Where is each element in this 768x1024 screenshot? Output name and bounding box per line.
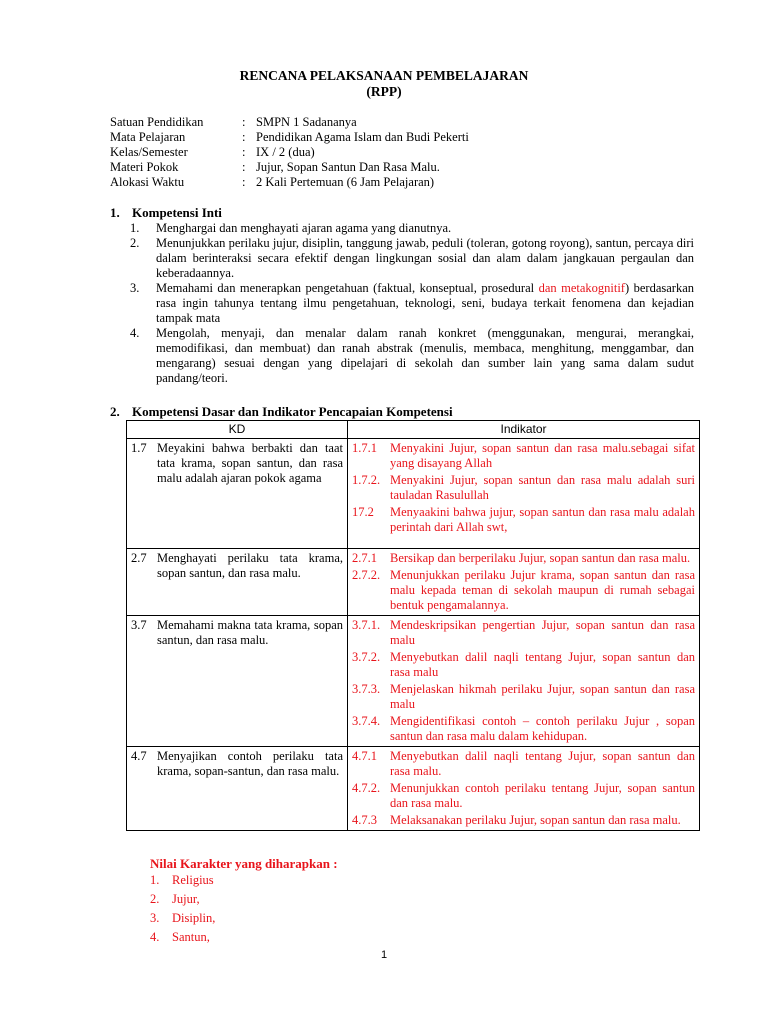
table-row <box>127 439 700 549</box>
identity-label: Mata Pelajaran <box>110 130 186 144</box>
indicator-item <box>352 441 695 471</box>
indicator-number: 1.7.1 <box>352 441 377 455</box>
identity-colon: : <box>242 130 246 144</box>
page-number: 1 <box>380 949 388 961</box>
text-segment: Memahami dan menerapkan pengetahuan (faktual, konseptual, prosedural <box>156 281 539 295</box>
kd-text: Menyajikan contoh perilaku tata krama, sopan-santun, dan rasa malu. <box>157 749 343 778</box>
indicator-text: Menyakini Jujur, sopan santun dan rasa malu.sebagai sifat yang disayang Allah <box>390 441 695 470</box>
identity-row <box>110 130 469 145</box>
indicator-number: 3.7.4. <box>352 714 381 728</box>
identity-colon: : <box>242 160 246 174</box>
indicator-text: Menunjukkan contoh perilaku tentang Jujur, sopan santun dan rasa malu. <box>390 781 695 810</box>
section-number: 2. <box>110 404 120 419</box>
list-item-text: Santun, <box>172 930 210 944</box>
list-item-text: Religius <box>172 873 214 887</box>
indicator-item <box>352 749 695 779</box>
identity-row <box>110 160 469 175</box>
table-header-row <box>127 421 700 439</box>
identity-colon: : <box>242 145 246 159</box>
indicator-item <box>352 551 695 566</box>
list-item-number: 2. <box>130 236 140 250</box>
indicator-number: 4.7.3 <box>352 813 377 827</box>
indicator-text: Menunjukkan perilaku Jujur krama, sopan santun dan rasa malu kepada teman di sekolah maupun di rumah sebagai bentuk pengamalannya. <box>390 568 695 612</box>
section-title: Kompetensi Inti <box>132 205 222 220</box>
indicator-text: Mendeskripsikan pengertian Jujur, sopan santun dan rasa malu <box>390 618 695 647</box>
column-header-kd: KD <box>127 421 348 439</box>
list-item-text: Menunjukkan perilaku jujur, disiplin, tanggung jawab, peduli (toleran, gotong royong), santun, percaya diri dalam berinteraksi secara efektif dengan lingkungan sosial dan alam dalam jangkauan pergaulan dan keberadaannya. <box>156 236 694 280</box>
kd-text: Meyakini bahwa berbakti dan taat tata krama, sopan santun, dan rasa malu adalah ajaran pokok agama <box>157 441 343 485</box>
list-item <box>150 911 338 928</box>
list-item-text <box>156 281 694 326</box>
indicator-item <box>352 781 695 811</box>
list-item-number: 1. <box>130 221 140 235</box>
list-item <box>130 281 694 326</box>
identity-block <box>110 115 469 190</box>
list-item-number: 3. <box>130 281 140 295</box>
identity-colon: : <box>242 115 246 129</box>
indicator-item <box>352 618 695 648</box>
kd-number: 1.7 <box>131 441 147 455</box>
list-item <box>130 221 694 236</box>
nilai-karakter-title: Nilai Karakter yang diharapkan : <box>150 856 338 871</box>
indicator-item <box>352 505 695 535</box>
indikator-cell <box>348 747 700 831</box>
identity-label: Alokasi Waktu <box>110 175 185 189</box>
indicator-text: Menjelaskan hikmah perilaku Jujur, sopan santun dan rasa malu <box>390 682 695 711</box>
indicator-item <box>352 650 695 680</box>
identity-label: Satuan Pendidikan <box>110 115 204 129</box>
list-item <box>130 236 694 281</box>
indicator-text: Melaksanakan perilaku Jujur, sopan santun dan rasa malu. <box>390 813 681 827</box>
list-item-number: 4. <box>130 326 140 340</box>
kd-number: 4.7 <box>131 749 147 763</box>
identity-value: SMPN 1 Sadananya <box>256 115 357 129</box>
kd-text: Memahami makna tata krama, sopan santun, dan rasa malu. <box>157 618 343 647</box>
indicator-item <box>352 473 695 503</box>
identity-row <box>110 115 469 130</box>
identity-label: Kelas/Semester <box>110 145 188 159</box>
indicator-number: 4.7.1 <box>352 749 377 763</box>
identity-colon: : <box>242 175 246 189</box>
indicator-item <box>352 714 695 744</box>
indicator-number: 3.7.3. <box>352 682 381 696</box>
document-title: RENCANA PELAKSANAAN PEMBELAJARAN <box>239 68 529 83</box>
list-item-number: 4. <box>150 930 160 944</box>
indikator-cell <box>348 549 700 616</box>
kd-text: Menghayati perilaku tata krama, sopan santun, dan rasa malu. <box>157 551 343 580</box>
indicator-number: 2.7.2. <box>352 568 381 582</box>
table-row <box>127 616 700 747</box>
identity-value: IX / 2 (dua) <box>256 145 315 159</box>
indikator-cell <box>348 616 700 747</box>
list-item-text: Disiplin, <box>172 911 216 925</box>
section-number: 1. <box>110 205 120 220</box>
list-item-text: Jujur, <box>172 892 200 906</box>
kompetensi-inti-list <box>130 221 694 386</box>
indicator-number: 3.7.2. <box>352 650 381 664</box>
list-item <box>150 892 338 909</box>
list-item-text: Menghargai dan menghayati ajaran agama yang dianutnya. <box>156 221 452 235</box>
identity-value: Pendidikan Agama Islam dan Budi Pekerti <box>256 130 469 144</box>
identity-row <box>110 175 469 190</box>
highlighted-text: dan metakognitif <box>538 281 625 295</box>
indikator-cell <box>348 439 700 549</box>
indicator-number: 3.7.1. <box>352 618 381 632</box>
kd-number: 2.7 <box>131 551 147 565</box>
indicator-text: Menyebutkan dalil naqli tentang Jujur, sopan santun dan rasa malu <box>390 650 695 679</box>
kd-number: 3.7 <box>131 618 147 632</box>
text-segment: ) berdasarkan rasa ingin tahunya tentang ilmu pengetahuan, teknologi, seni, budaya terkait fenomena dan kejadian tampak mata <box>156 281 695 325</box>
indicator-item <box>352 682 695 712</box>
list-item-number: 1. <box>150 873 160 887</box>
kd-indikator-table <box>126 420 700 831</box>
indicator-number: 4.7.2. <box>352 781 381 795</box>
nilai-karakter-block <box>150 856 338 947</box>
kd-cell <box>127 747 348 831</box>
kd-cell <box>127 439 348 549</box>
list-item-number: 2. <box>150 892 160 906</box>
indicator-text: Menyakini Jujur, sopan santun dan rasa malu adalah suri tauladan Rasulullah <box>390 473 695 502</box>
list-item <box>150 930 338 947</box>
kd-cell <box>127 616 348 747</box>
indicator-text: Mengidentifikasi contoh – contoh perilaku Jujur , sopan santun dan rasa malu dalam kehidupan. <box>390 714 695 743</box>
section-heading-kompetensi-inti <box>110 205 222 220</box>
document-subtitle: (RPP) <box>366 84 402 99</box>
table-row <box>127 747 700 831</box>
list-item <box>130 326 694 386</box>
list-item <box>150 873 338 890</box>
kd-cell <box>127 549 348 616</box>
indicator-text: Menyebutkan dalil naqli tentang Jujur, sopan santun dan rasa malu. <box>390 749 695 778</box>
indicator-number: 1.7.2. <box>352 473 381 487</box>
identity-label: Materi Pokok <box>110 160 179 174</box>
indicator-text: Menyaakini bahwa jujur, sopan santun dan rasa malu adalah perintah dari Allah swt, <box>390 505 695 534</box>
indicator-number: 17.2 <box>352 505 374 519</box>
column-header-indikator: Indikator <box>348 421 700 439</box>
list-item-number: 3. <box>150 911 160 925</box>
section-heading-kompetensi-dasar <box>110 404 453 419</box>
identity-row <box>110 145 469 160</box>
indicator-number: 2.7.1 <box>352 551 377 565</box>
identity-value: Jujur, Sopan Santun Dan Rasa Malu. <box>256 160 440 174</box>
list-item-text: Mengolah, menyaji, dan menalar dalam ranah konkret (menggunakan, mengurai, merangkai, memodifikasi, dan membuat) dan ranah abstrak (menulis, membaca, menghitung, menggambar, dan mengarang) sesuai dengan yang dipelajari di sekolah dan sumber lain yang sama dalam sudut pandang/teori. <box>156 326 694 385</box>
indicator-item <box>352 813 695 828</box>
indicator-item <box>352 568 695 613</box>
identity-value: 2 Kali Pertemuan (6 Jam Pelajaran) <box>256 175 435 189</box>
indicator-text: Bersikap dan berperilaku Jujur, sopan santun dan rasa malu. <box>390 551 691 565</box>
section-title: Kompetensi Dasar dan Indikator Pencapaian Kompetensi <box>132 404 453 419</box>
table-row <box>127 549 700 616</box>
